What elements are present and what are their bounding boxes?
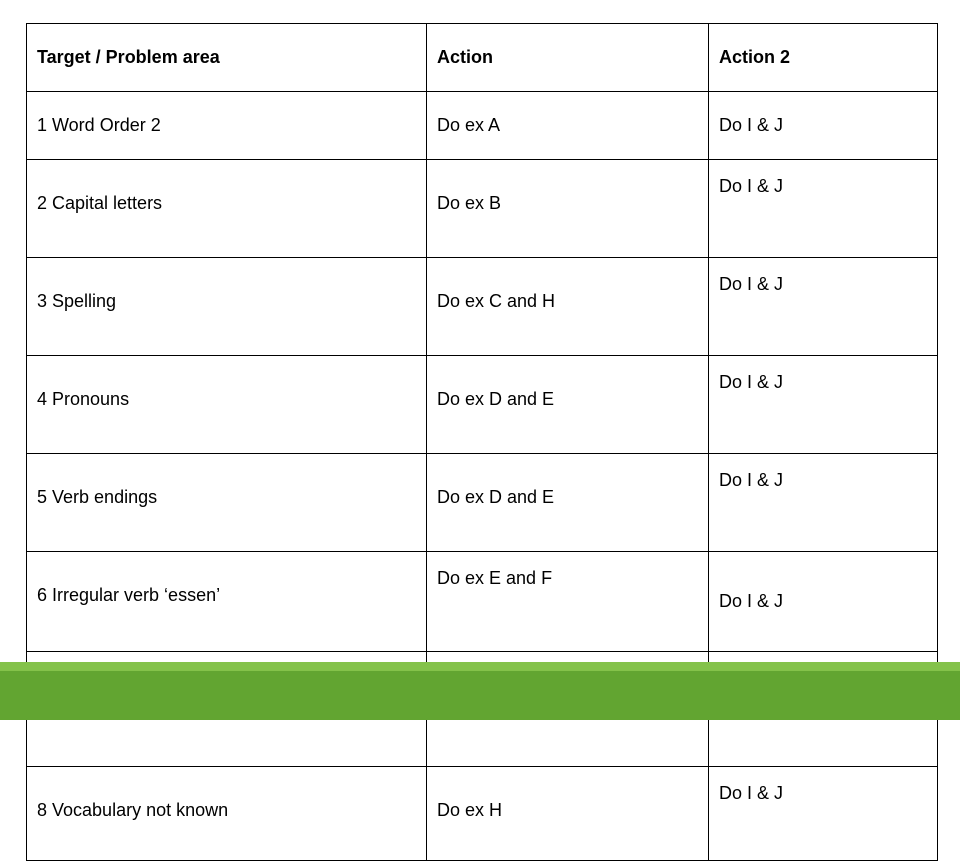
cell-action-2: Do I & J — [709, 258, 938, 356]
cell-action-2: Do I & J — [709, 92, 938, 160]
table-header-row — [27, 24, 938, 92]
cell-action: Do ex D and E — [427, 356, 709, 454]
cell-target: 2 Capital letters — [27, 160, 427, 258]
table-row — [27, 92, 938, 160]
cell-action: Do ex B — [427, 160, 709, 258]
cell-target: 5 Verb endings — [27, 454, 427, 552]
header-target: Target / Problem area — [27, 24, 427, 92]
cell-action-2: Do I & J — [709, 454, 938, 552]
cell-action-2: Do I & J — [709, 552, 938, 652]
cell-action: Do ex E and F — [427, 552, 709, 652]
cell-action: Do ex H — [427, 767, 709, 861]
cell-action-2: Do I & J — [709, 767, 938, 861]
table-row — [27, 454, 938, 552]
cell-target: 4 Pronouns — [27, 356, 427, 454]
cell-action: Do ex C and H — [427, 258, 709, 356]
cell-action: Do ex A — [427, 92, 709, 160]
cell-action-2: Do I & J — [709, 356, 938, 454]
cell-target: 6 Irregular verb ‘essen’ — [27, 552, 427, 652]
table-row — [27, 160, 938, 258]
header-action: Action — [427, 24, 709, 92]
cell-target: 1 Word Order 2 — [27, 92, 427, 160]
cell-target: 8 Vocabulary not known — [27, 767, 427, 861]
cell-action-2: Do I & J — [709, 160, 938, 258]
table-row — [27, 258, 938, 356]
header-action-2: Action 2 — [709, 24, 938, 92]
cell-target: 3 Spelling — [27, 258, 427, 356]
table-row — [27, 552, 938, 652]
table-row — [27, 767, 938, 861]
footer-light-stripe — [0, 662, 960, 671]
targets-table — [26, 23, 938, 861]
cell-action: Do ex D and E — [427, 454, 709, 552]
table-row — [27, 356, 938, 454]
